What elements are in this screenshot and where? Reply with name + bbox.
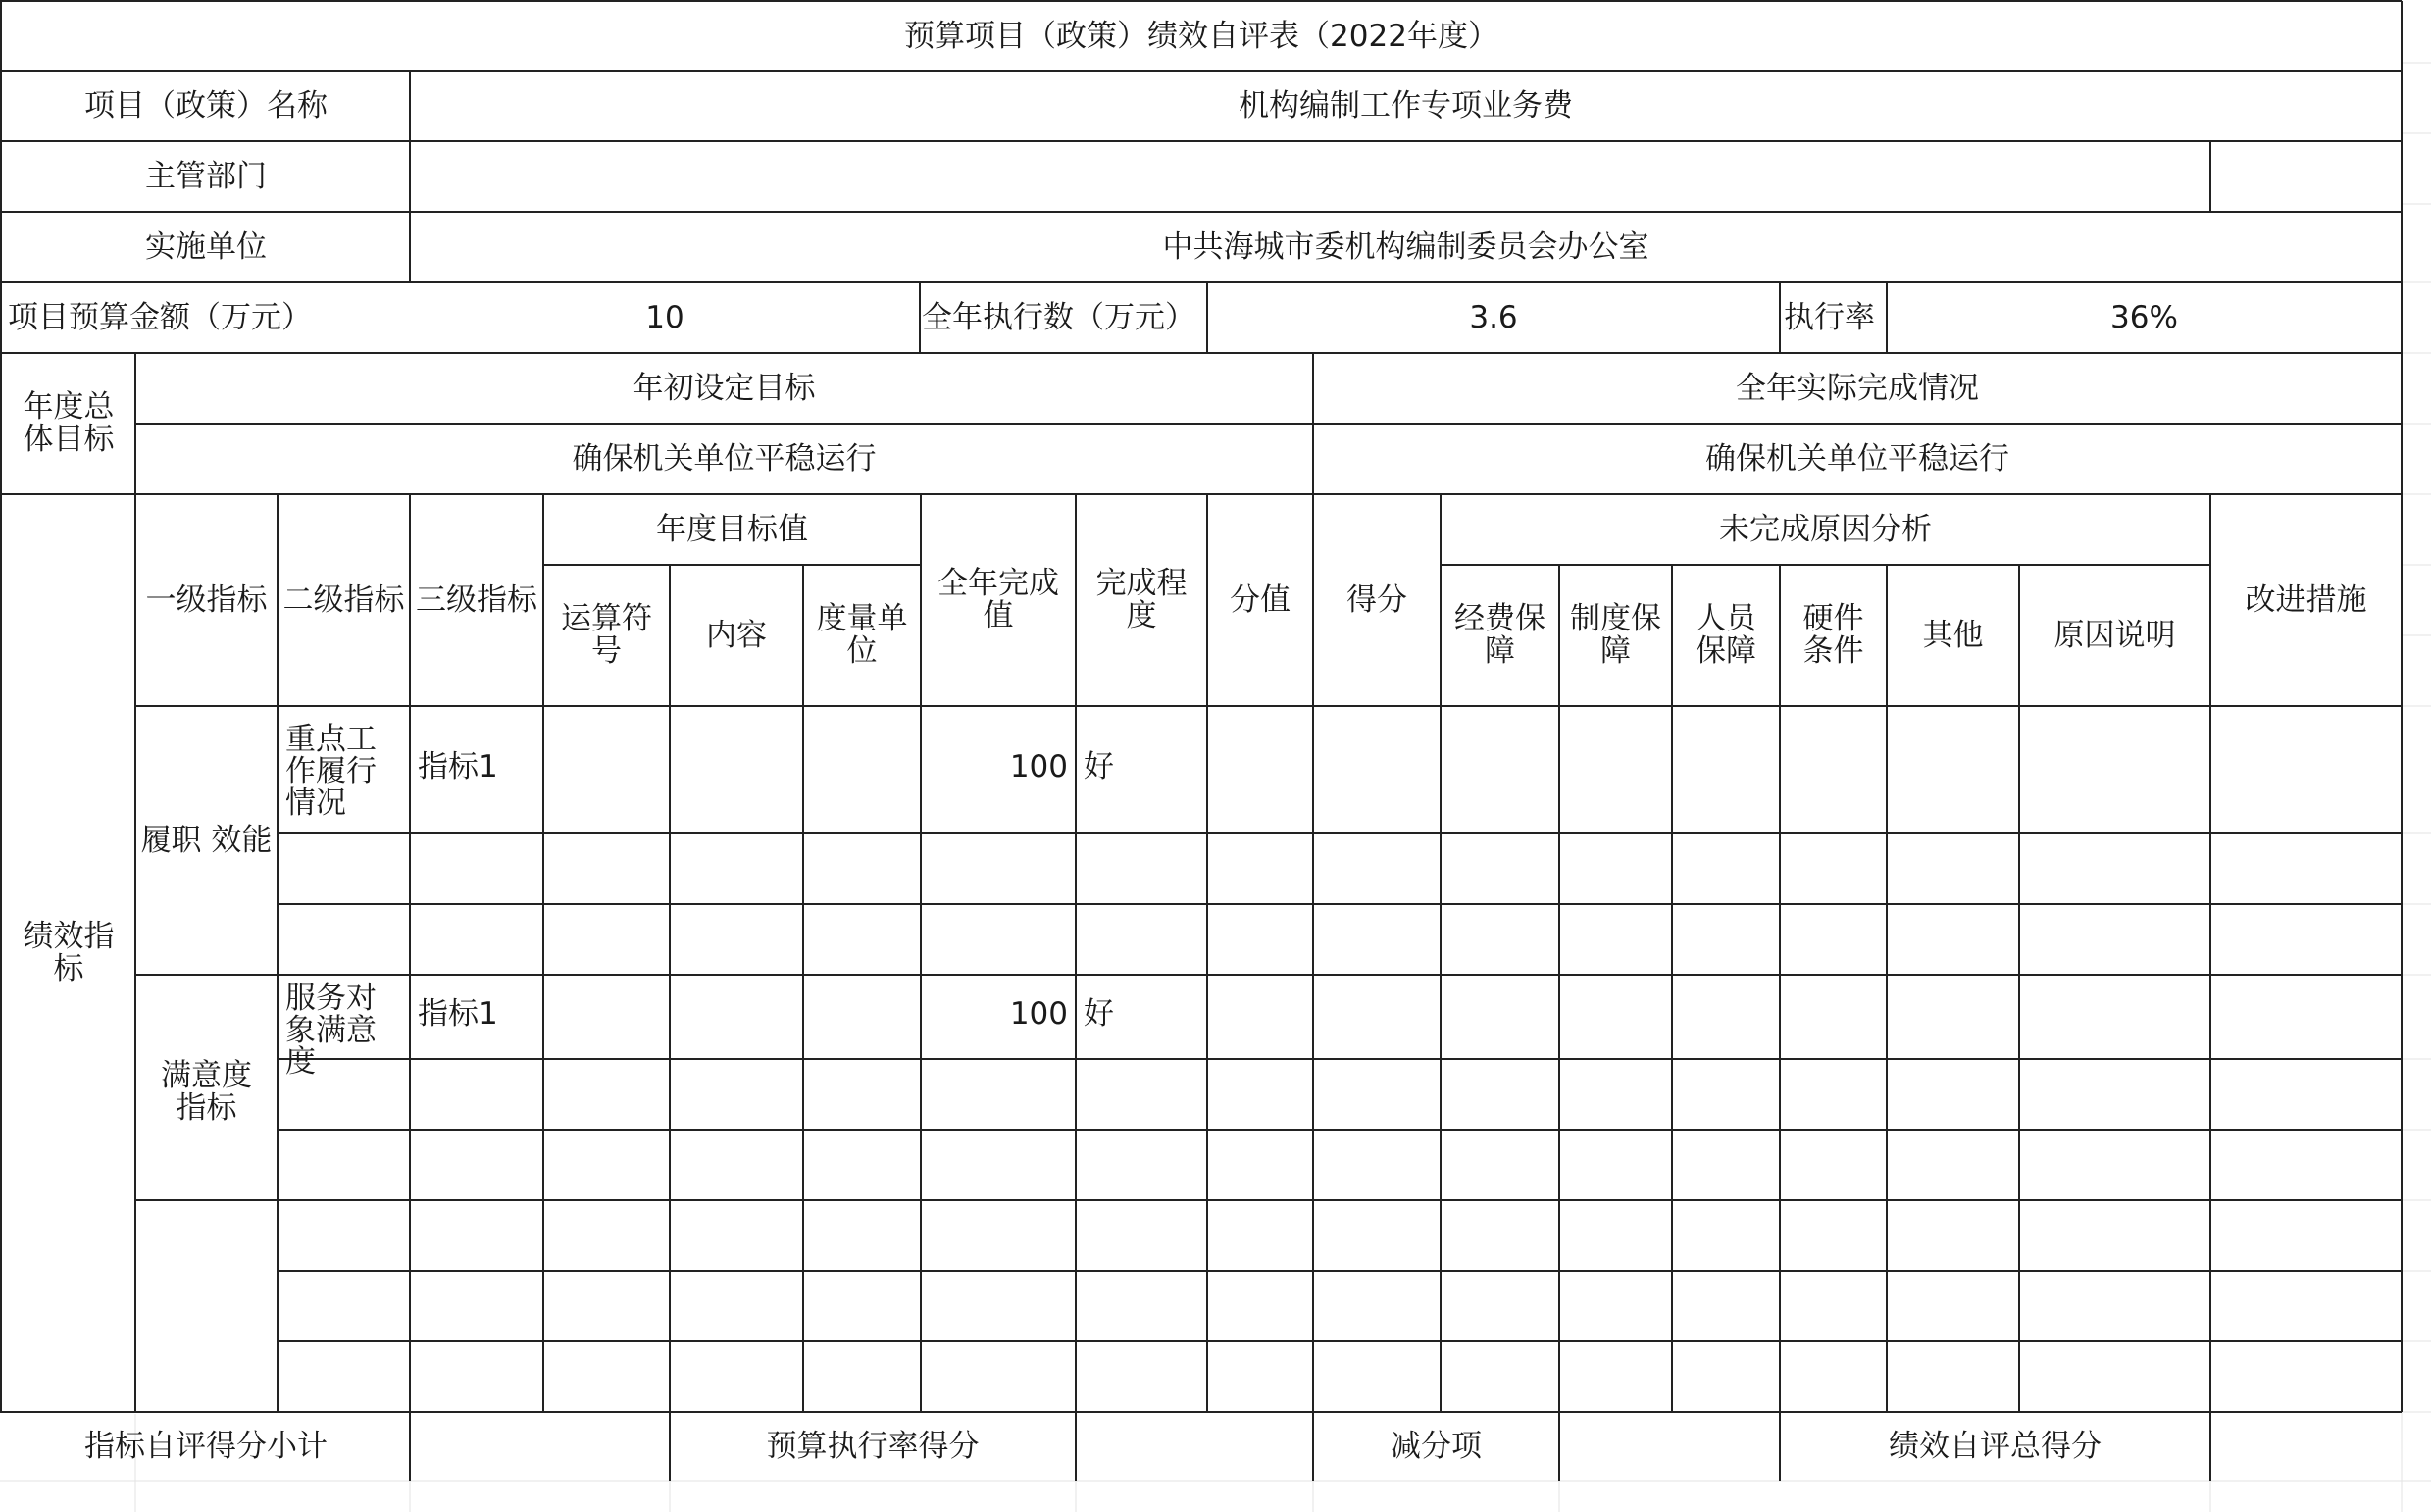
- annual-goal-set-value[interactable]: 确保机关单位平稳运行: [572, 440, 877, 477]
- header-level2: 二级指标: [282, 581, 405, 618]
- unit-value[interactable]: 中共海城市委机构编制委员会办公室: [1162, 228, 1649, 265]
- header-hardware: 硬件条件: [1802, 601, 1864, 669]
- annual-goal-actual-header: 全年实际完成情况: [1736, 370, 1979, 406]
- header-score-value: 分值: [1230, 581, 1291, 618]
- annual-goal-set-header: 年初设定目标: [633, 370, 816, 406]
- group1-completion-value[interactable]: 100: [1009, 749, 1068, 784]
- header-improvement: 改进措施: [2245, 581, 2367, 618]
- exec-amount-label: 全年执行数（万元）: [922, 299, 1195, 335]
- group1-level3[interactable]: 指标1: [418, 749, 498, 784]
- header-target-group: 年度目标值: [656, 511, 808, 547]
- total-score-label: 绩效自评总得分: [1889, 1428, 2102, 1464]
- deduction-value[interactable]: [1559, 1412, 1780, 1481]
- header-content: 内容: [706, 617, 767, 653]
- project-name-label: 项目（政策）名称: [84, 87, 328, 124]
- budget-rate-score-value[interactable]: [1076, 1412, 1313, 1481]
- header-unit: 度量单位: [816, 601, 908, 669]
- header-level3: 三级指标: [416, 581, 537, 618]
- budget-amount-value[interactable]: 10: [645, 299, 684, 335]
- header-completion-degree: 完成程度: [1095, 566, 1188, 633]
- header-explanation: 原因说明: [2053, 617, 2176, 653]
- group2-level2: 服务对象满意度: [285, 981, 377, 1081]
- budget-amount-label: 项目预算金额（万元）: [8, 299, 312, 335]
- annual-goal-label: 年度总体目标: [23, 389, 115, 457]
- group2-level1: 满意度指标: [161, 1058, 252, 1126]
- header-level1: 一级指标: [145, 581, 268, 618]
- group2-completion-degree[interactable]: 好: [1084, 996, 1114, 1032]
- group1-completion-degree[interactable]: 好: [1084, 749, 1114, 784]
- header-system: 制度保障: [1570, 601, 1661, 669]
- indicators-section-label: 绩效指标: [23, 919, 115, 986]
- project-name-value[interactable]: 机构编制工作专项业务费: [1239, 87, 1573, 124]
- exec-rate-label: 执行率: [1784, 299, 1875, 335]
- dept-label: 主管部门: [145, 158, 267, 194]
- exec-amount-value[interactable]: 3.6: [1469, 299, 1518, 335]
- exec-rate-value[interactable]: 36%: [2110, 299, 2178, 335]
- header-other: 其他: [1922, 617, 1984, 653]
- annual-goal-actual-value[interactable]: 确保机关单位平稳运行: [1705, 440, 2009, 477]
- budget-rate-score-label: 预算执行率得分: [766, 1428, 980, 1464]
- header-score: 得分: [1346, 581, 1407, 618]
- dept-value[interactable]: [410, 141, 2210, 212]
- total-score-value[interactable]: [2210, 1412, 2402, 1481]
- page-title: 预算项目（政策）绩效自评表（2022年度）: [904, 18, 1498, 54]
- header-personnel: 人员保障: [1696, 601, 1756, 669]
- group1-level1: 履职 效能: [140, 822, 273, 858]
- subtotal-value[interactable]: [410, 1412, 670, 1481]
- group1-level2: 重点工作履行情况: [285, 722, 377, 822]
- unit-label: 实施单位: [145, 228, 267, 265]
- subtotal-label: 指标自评得分小计: [84, 1428, 328, 1464]
- header-completion-value: 全年完成值: [937, 566, 1059, 633]
- header-funding: 经费保障: [1454, 601, 1545, 669]
- group2-completion-value[interactable]: 100: [1009, 996, 1068, 1032]
- header-reason-group: 未完成原因分析: [1719, 511, 1932, 547]
- deduction-label: 减分项: [1391, 1428, 1482, 1464]
- header-operator: 运算符号: [561, 601, 652, 669]
- group2-level3[interactable]: 指标1: [418, 996, 498, 1032]
